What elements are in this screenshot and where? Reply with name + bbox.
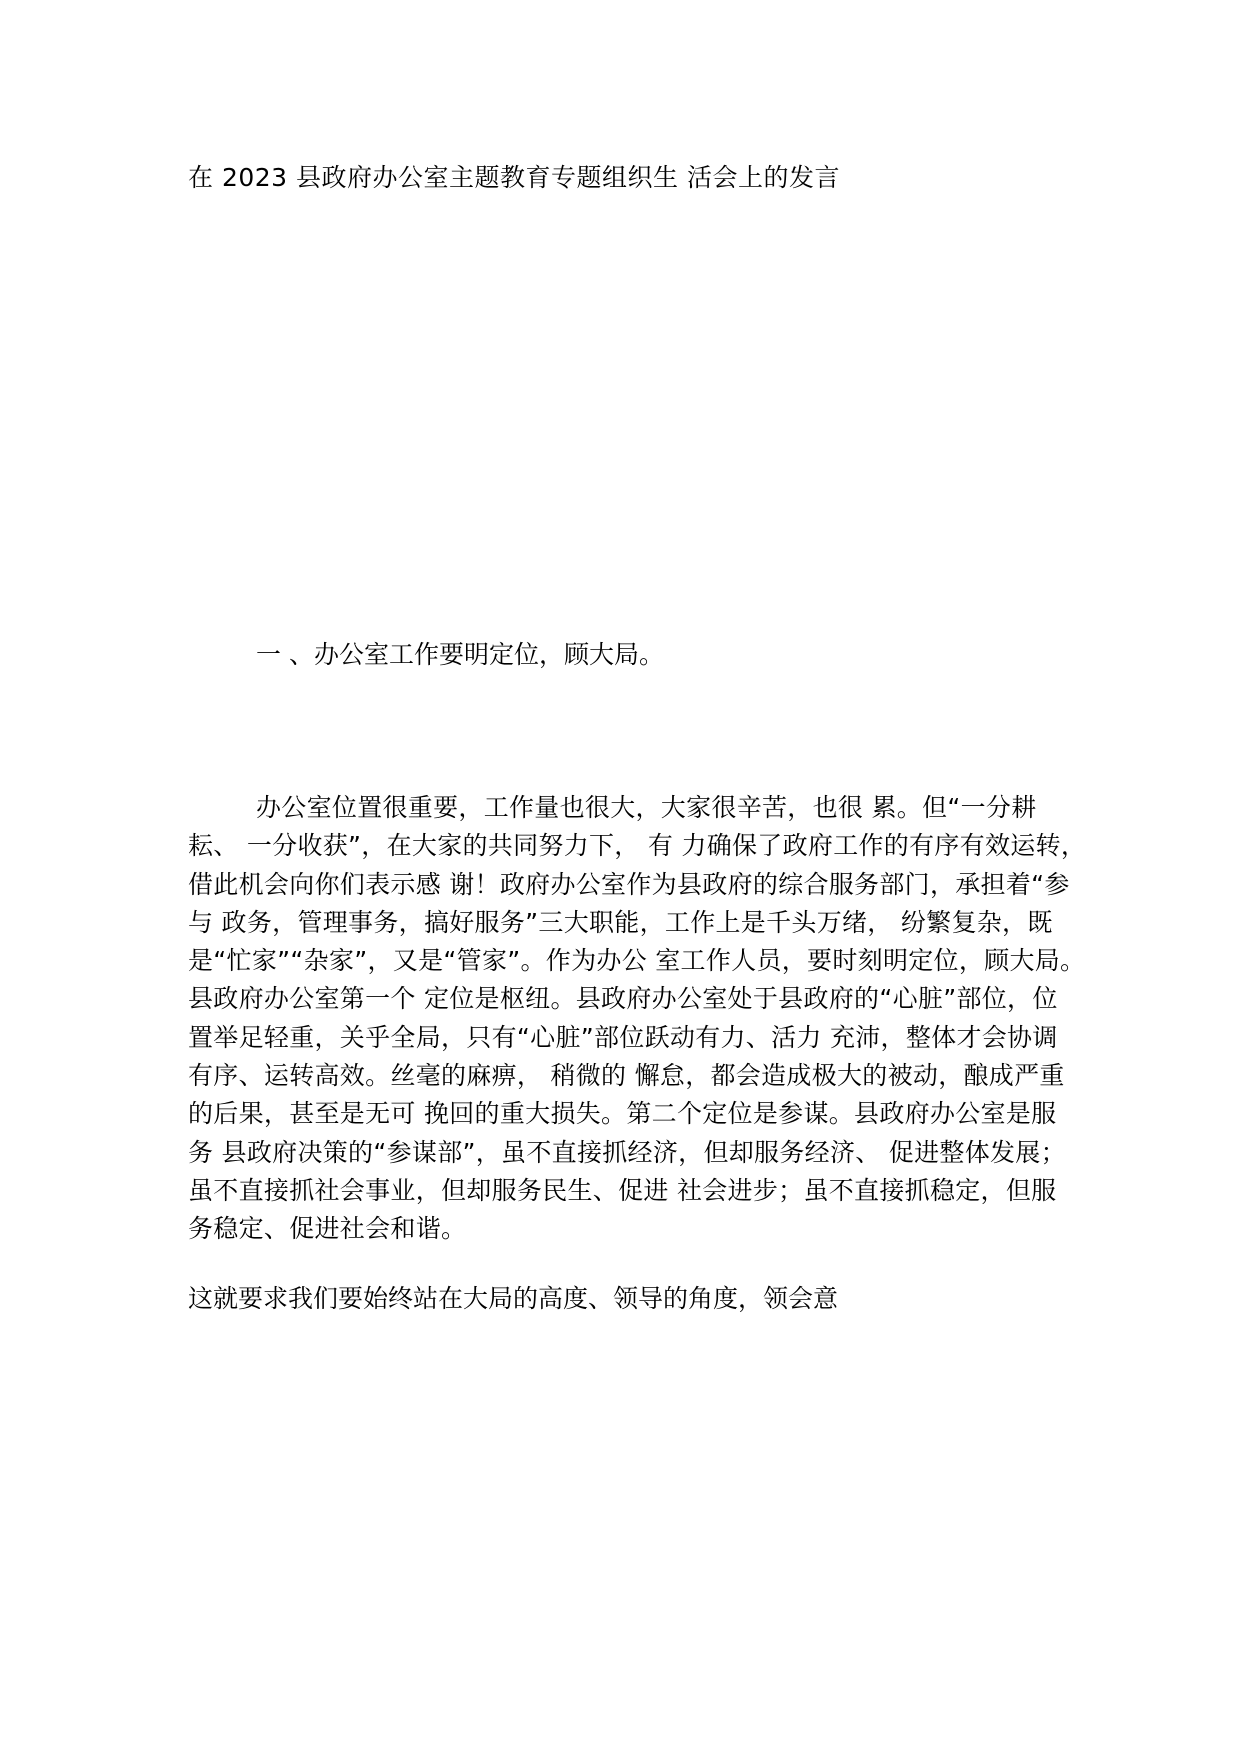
paragraph-line: 虽不直接抓社会事业，但却服务民生、促进 社会进步；虽不直接抓稳定，但服 — [188, 1175, 1057, 1205]
paragraph-line: 与 政务，管理事务，搞好服务”三大职能，工作上是千头万绪， 纷繁复杂，既 — [188, 907, 1053, 937]
paragraph-line: 借此机会向你们表示感 谢！政府办公室作为县政府的综合服务部门，承担着“参 — [188, 869, 1070, 899]
paragraph-line: 县政府办公室第一个 定位是枢纽。县政府办公室处于县政府的“心脏”部位，位 — [188, 984, 1058, 1014]
paragraph-line: 务 县政府决策的“参谋部”，虽不直接抓经济，但却服务经济、 促进整体发展； — [188, 1137, 1066, 1167]
paragraph-line: 有序、运转高效。丝毫的麻痹， 稍微的 懈怠，都会造成极大的被动，酿成严重 — [188, 1061, 1065, 1091]
paragraph-line: 置举足轻重，关乎全局，只有“心脏”部位跃动有力、活力 充沛，整体才会协调 — [188, 1022, 1058, 1052]
paragraph-line: 的后果，甚至是无可 挽回的重大损失。第二个定位是参谋。县政府办公室是服 — [188, 1099, 1057, 1129]
document-title: 在 2023 县政府办公室主题教育专题组织生 活会上的发言 — [188, 163, 840, 192]
body-paragraph — [188, 789, 1087, 1249]
paragraph-line: 耘、 一分收获”，在大家的共同努力下， 有 力确保了政府工作的有序有效运转， — [188, 831, 1087, 861]
paragraph-line: 办公室位置很重要，工作量也很大，大家很辛苦，也很 累。但“一分耕 — [256, 793, 1037, 822]
paragraph-line: 是“忙家”“杂家”，又是“管家”。作为办公 室工作人员，要时刻明定位，顾大局。 — [188, 946, 1086, 976]
paragraph-line: 务稳定、促进社会和谐。 — [188, 1214, 467, 1244]
trailing-paragraph: 这就要求我们要始终站在大局的高度、领导的角度，领会意 — [188, 1284, 839, 1313]
section-heading: 一 、办公室工作要明定位，顾大局。 — [256, 640, 664, 669]
